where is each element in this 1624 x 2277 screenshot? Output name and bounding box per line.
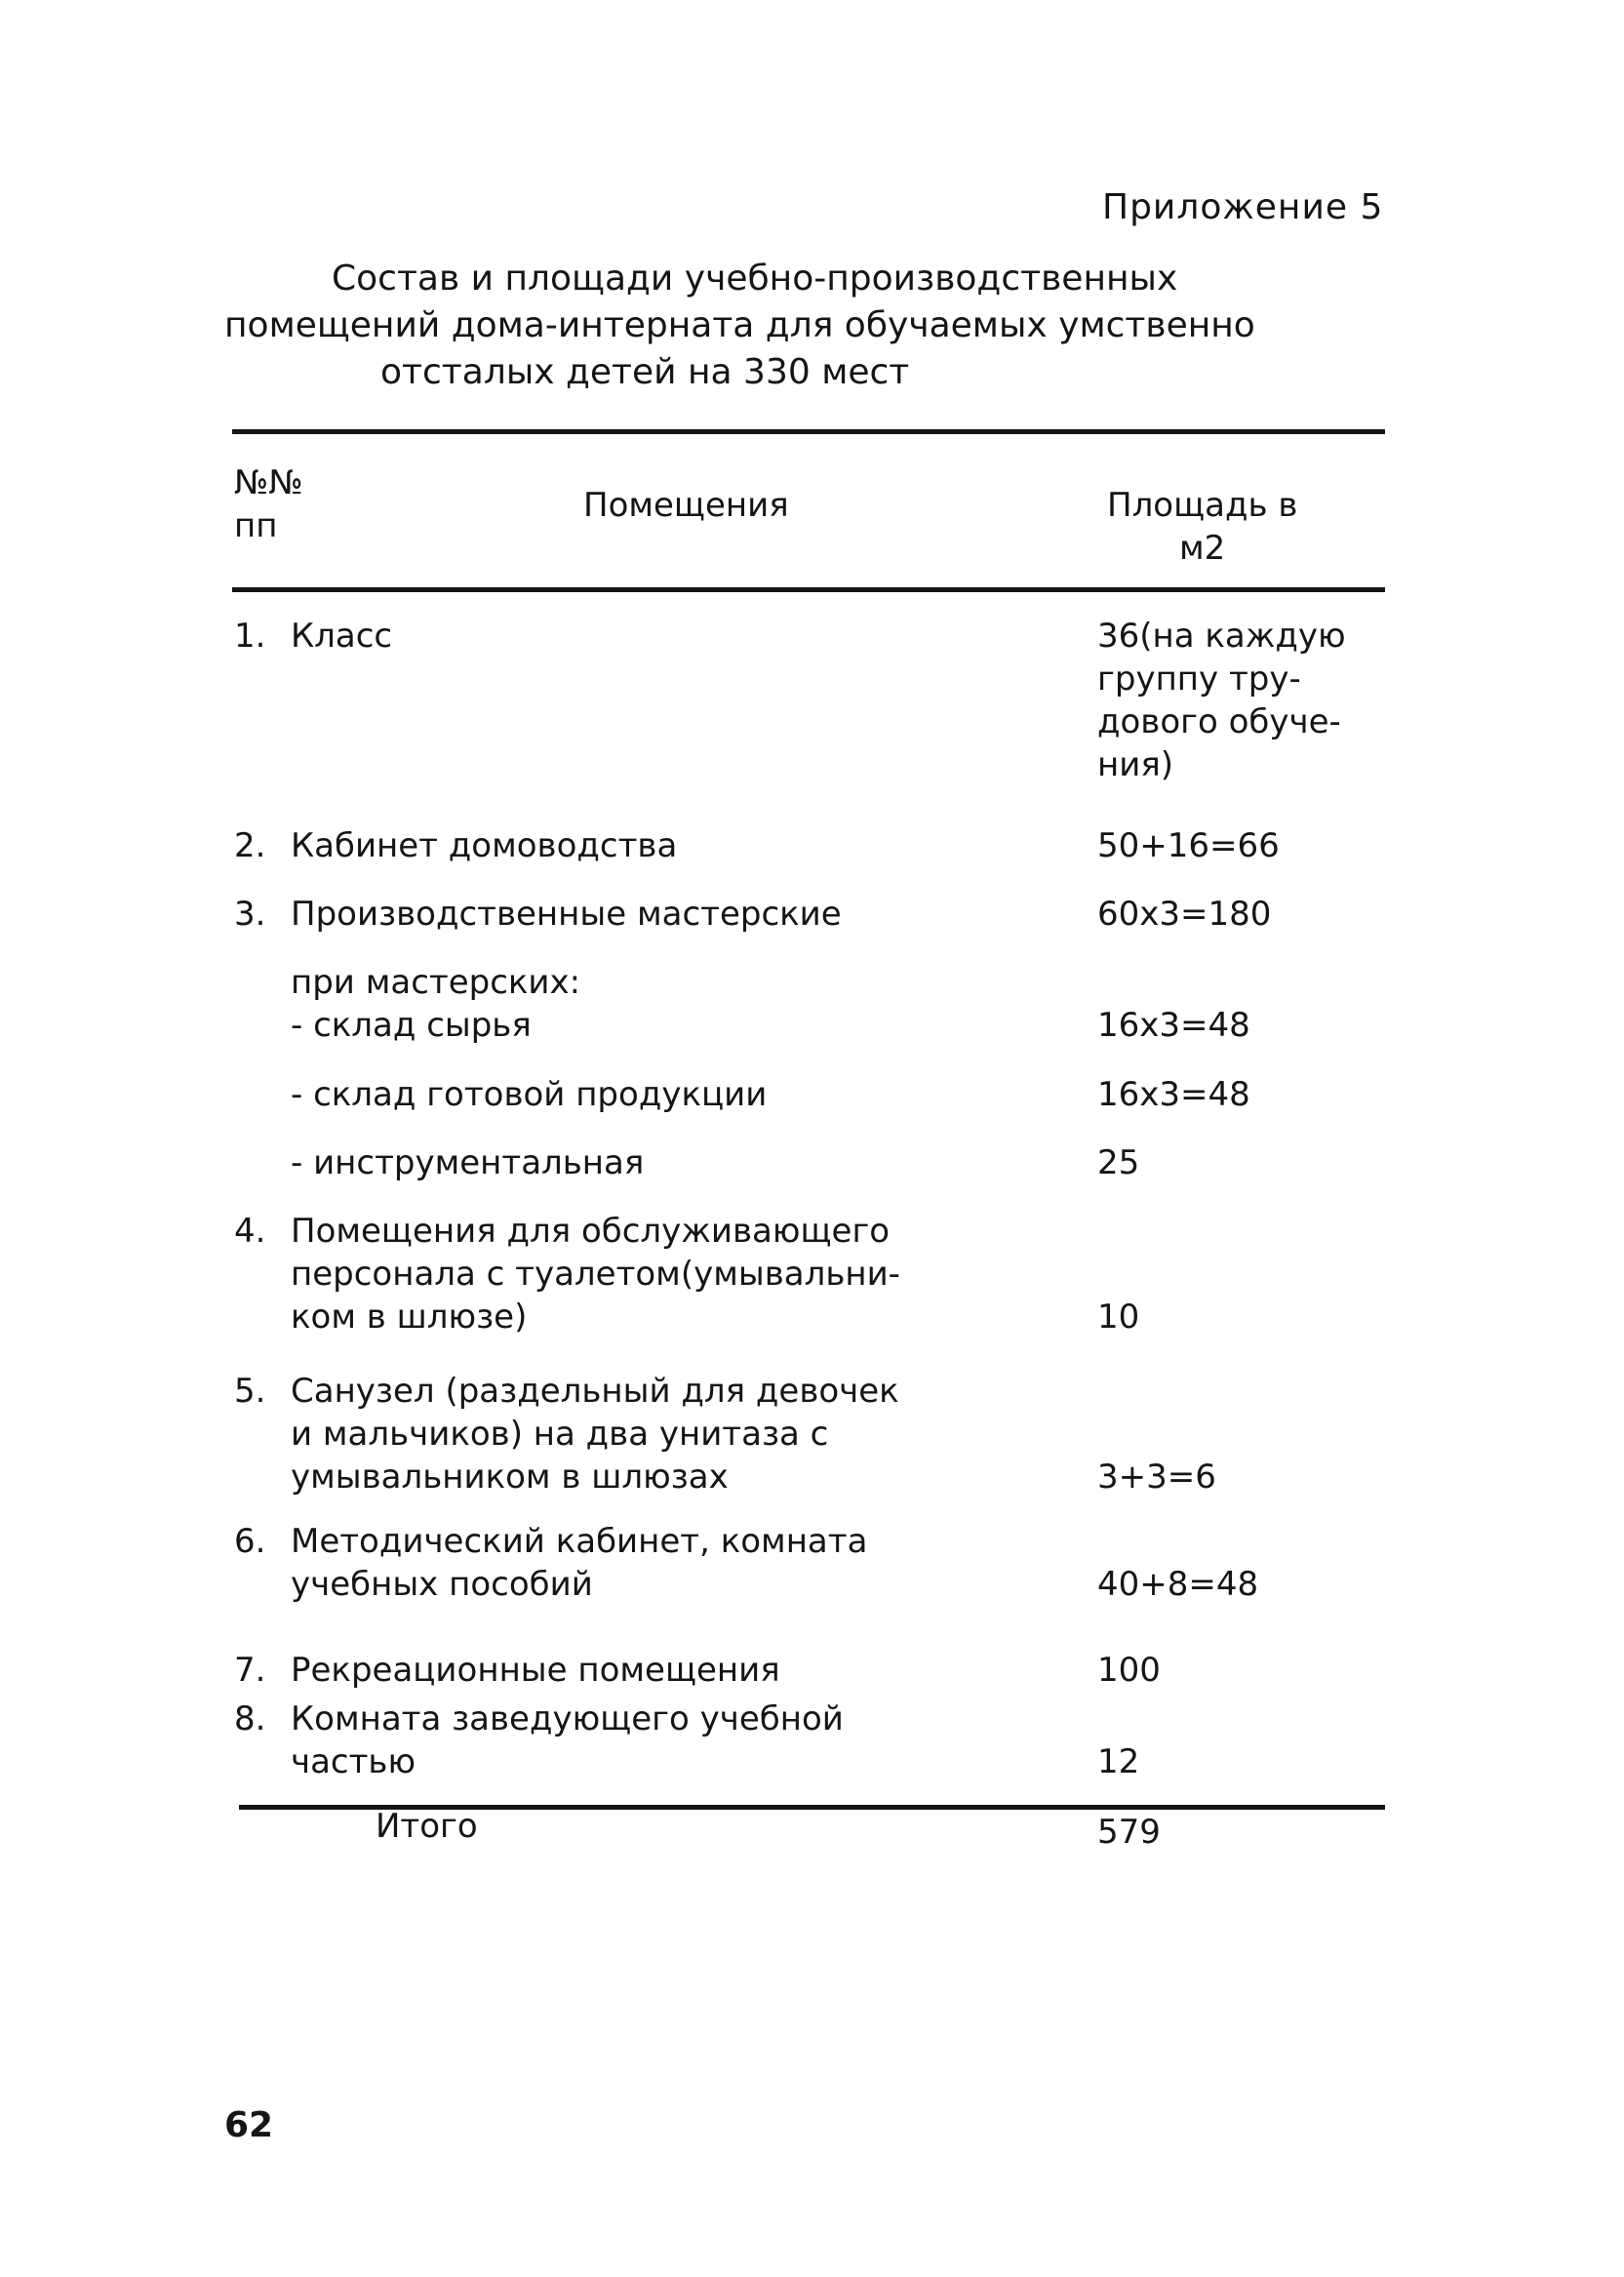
room-area-line: 40+8=48 (1097, 1565, 1259, 1604)
header-area-line1: Площадь в (1107, 486, 1298, 525)
total-value: 579 (1097, 1813, 1161, 1852)
room-area-line: ния) (1097, 745, 1174, 784)
room-name-line: Санузел (раздельный для девочек (291, 1372, 899, 1411)
room-area-line: 25 (1097, 1143, 1140, 1182)
title-line: помещений дома-интерната для обучаемых умственно (224, 305, 1255, 345)
room-name (291, 1698, 1198, 1783)
row-number: 1. (234, 617, 266, 656)
header-number-line2: пп (234, 506, 278, 545)
room-name-line: учебных пособий (291, 1565, 593, 1604)
room-area-line: дового обуче- (1097, 702, 1341, 741)
room-area-line: 100 (1097, 1651, 1161, 1690)
room-name (291, 824, 1198, 867)
room-name-line: - инструментальная (291, 1143, 645, 1182)
room-area (1097, 1740, 1139, 1783)
room-area-line: 36(на каждую (1097, 617, 1346, 656)
header-number-line1: №№ (234, 463, 303, 502)
room-area (1097, 1649, 1161, 1692)
header-area-line2: м2 (1179, 529, 1226, 568)
table-top-rule (232, 429, 1385, 434)
room-area (1097, 1141, 1139, 1184)
room-name-line: ком в шлюзе) (291, 1298, 528, 1337)
room-name-line: и мальчиков) на два унитаза с (291, 1415, 829, 1454)
room-area (1097, 1296, 1139, 1338)
room-area (1097, 1456, 1216, 1498)
room-area (1097, 893, 1271, 936)
title-line: отсталых детей на 330 мест (380, 352, 910, 392)
room-area-line: 50+16=66 (1097, 826, 1280, 865)
row-number: 7. (234, 1651, 266, 1690)
room-area-line: 16х3=48 (1097, 1075, 1250, 1114)
room-name-line: Методический кабинет, комната (291, 1522, 868, 1561)
room-name-line: Комната заведующего учебной (291, 1699, 844, 1738)
row-number: 8. (234, 1699, 266, 1738)
row-number: 6. (234, 1522, 266, 1561)
room-name-line: Производственные мастерские (291, 895, 842, 934)
room-name-line: Класс (291, 617, 393, 656)
room-area-line: группу тру- (1097, 659, 1301, 699)
document-title (224, 256, 1297, 396)
room-name-line: Рекреационные помещения (291, 1651, 780, 1690)
page-number: 62 (224, 2105, 274, 2145)
row-number: 2. (234, 826, 266, 865)
room-name (291, 1520, 1198, 1606)
row-number: 4. (234, 1212, 266, 1251)
room-name (291, 1370, 1198, 1498)
room-name-line: умывальником в шлюзах (291, 1458, 729, 1497)
room-name-line: при мастерских: (291, 963, 581, 1002)
room-area-line: 12 (1097, 1742, 1140, 1781)
header-bottom-rule (232, 587, 1385, 592)
row-number: 5. (234, 1372, 266, 1411)
room-name (291, 961, 1198, 1047)
room-area (1097, 1073, 1250, 1116)
room-area-line: 16х3=48 (1097, 1006, 1250, 1045)
room-name (291, 615, 1198, 658)
title-line: Состав и площади учебно-производственных (332, 259, 1178, 299)
row-number: 3. (234, 895, 266, 934)
room-name-line: Помещения для обслуживающего (291, 1212, 891, 1251)
room-name (291, 1649, 1198, 1692)
header-name: Помещения (583, 486, 789, 525)
room-name-line: - склад готовой продукции (291, 1075, 768, 1114)
header-area (1107, 484, 1297, 570)
room-name (291, 1073, 1198, 1116)
room-area-line: 3+3=6 (1097, 1458, 1216, 1497)
room-name-line: Кабинет домоводства (291, 826, 678, 865)
room-name (291, 893, 1198, 936)
room-area (1097, 824, 1280, 867)
room-area (1097, 615, 1346, 786)
annex-label: Приложение 5 (1102, 187, 1384, 227)
room-name-line: - склад сырья (291, 1006, 532, 1045)
total-label: Итого (376, 1807, 478, 1846)
room-name-line: персонала с туалетом(умывальни- (291, 1255, 900, 1294)
room-name-line: частью (291, 1742, 416, 1781)
room-area-line: 10 (1097, 1298, 1140, 1337)
room-area (1097, 1004, 1250, 1047)
header-number (234, 461, 303, 547)
room-area (1097, 1563, 1258, 1606)
room-name (291, 1210, 1198, 1338)
room-area-line: 60х3=180 (1097, 895, 1272, 934)
room-name (291, 1141, 1198, 1184)
